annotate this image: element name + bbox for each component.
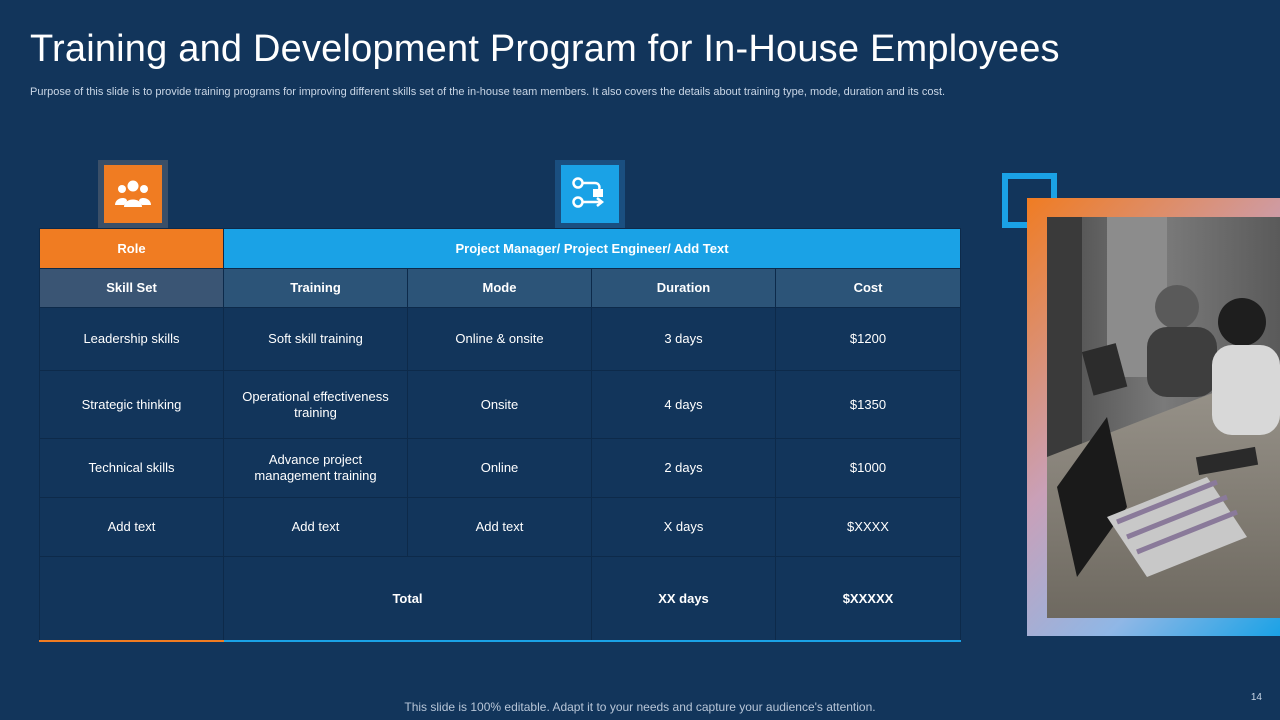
skill-cell: Technical skills — [40, 439, 224, 498]
duration-cell: X days — [592, 498, 776, 557]
header-duration: Duration — [592, 269, 776, 308]
role-label: Role — [40, 229, 224, 269]
slide-subtitle: Purpose of this slide is to provide training programs for improving different skills set of the in-house team members. It also covers the details about training type, mode, duration and its cost. — [30, 86, 946, 98]
cost-cell: $1200 — [776, 308, 961, 371]
cost-cell: $1350 — [776, 371, 961, 439]
skill-cell: Strategic thinking — [40, 371, 224, 439]
role-row — [40, 229, 961, 269]
header-mode: Mode — [408, 269, 592, 308]
mode-cell: Add text — [408, 498, 592, 557]
duration-cell: 2 days — [592, 439, 776, 498]
training-cell: Soft skill training — [224, 308, 408, 371]
table-row — [40, 498, 961, 557]
total-row — [40, 557, 961, 642]
cost-cell: $1000 — [776, 439, 961, 498]
table-row — [40, 308, 961, 371]
office-photo-illustration — [1047, 217, 1280, 618]
total-label: Total — [224, 557, 592, 642]
duration-cell: 3 days — [592, 308, 776, 371]
training-cell: Operational effectiveness training — [224, 371, 408, 439]
role-icon-box — [98, 160, 168, 228]
total-duration: XX days — [592, 557, 776, 642]
training-cell: Add text — [224, 498, 408, 557]
page-number: 14 — [1250, 692, 1262, 703]
cost-cell: $XXXX — [776, 498, 961, 557]
total-cost: $XXXXX — [776, 557, 961, 642]
header-row — [40, 269, 961, 308]
header-training: Training — [224, 269, 408, 308]
total-empty-cell — [40, 557, 224, 642]
users-group-icon — [115, 179, 151, 209]
table-row — [40, 439, 961, 498]
training-table — [39, 228, 961, 642]
workflow-process-icon — [571, 176, 609, 212]
workflow-icon-box — [555, 160, 625, 228]
role-value: Project Manager/ Project Engineer/ Add Text — [224, 229, 961, 269]
header-skill-set: Skill Set — [40, 269, 224, 308]
training-cell: Advance project management training — [224, 439, 408, 498]
mode-cell: Online & onsite — [408, 308, 592, 371]
skill-cell: Add text — [40, 498, 224, 557]
office-team-photo — [1047, 217, 1280, 618]
header-cost: Cost — [776, 269, 961, 308]
mode-cell: Onsite — [408, 371, 592, 439]
slide-footer: This slide is 100% editable. Adapt it to your needs and capture your audience's attention. — [404, 700, 876, 714]
slide-title: Training and Development Program for In-House Employees — [30, 28, 1060, 70]
skill-cell: Leadership skills — [40, 308, 224, 371]
table-row — [40, 371, 961, 439]
duration-cell: 4 days — [592, 371, 776, 439]
mode-cell: Online — [408, 439, 592, 498]
